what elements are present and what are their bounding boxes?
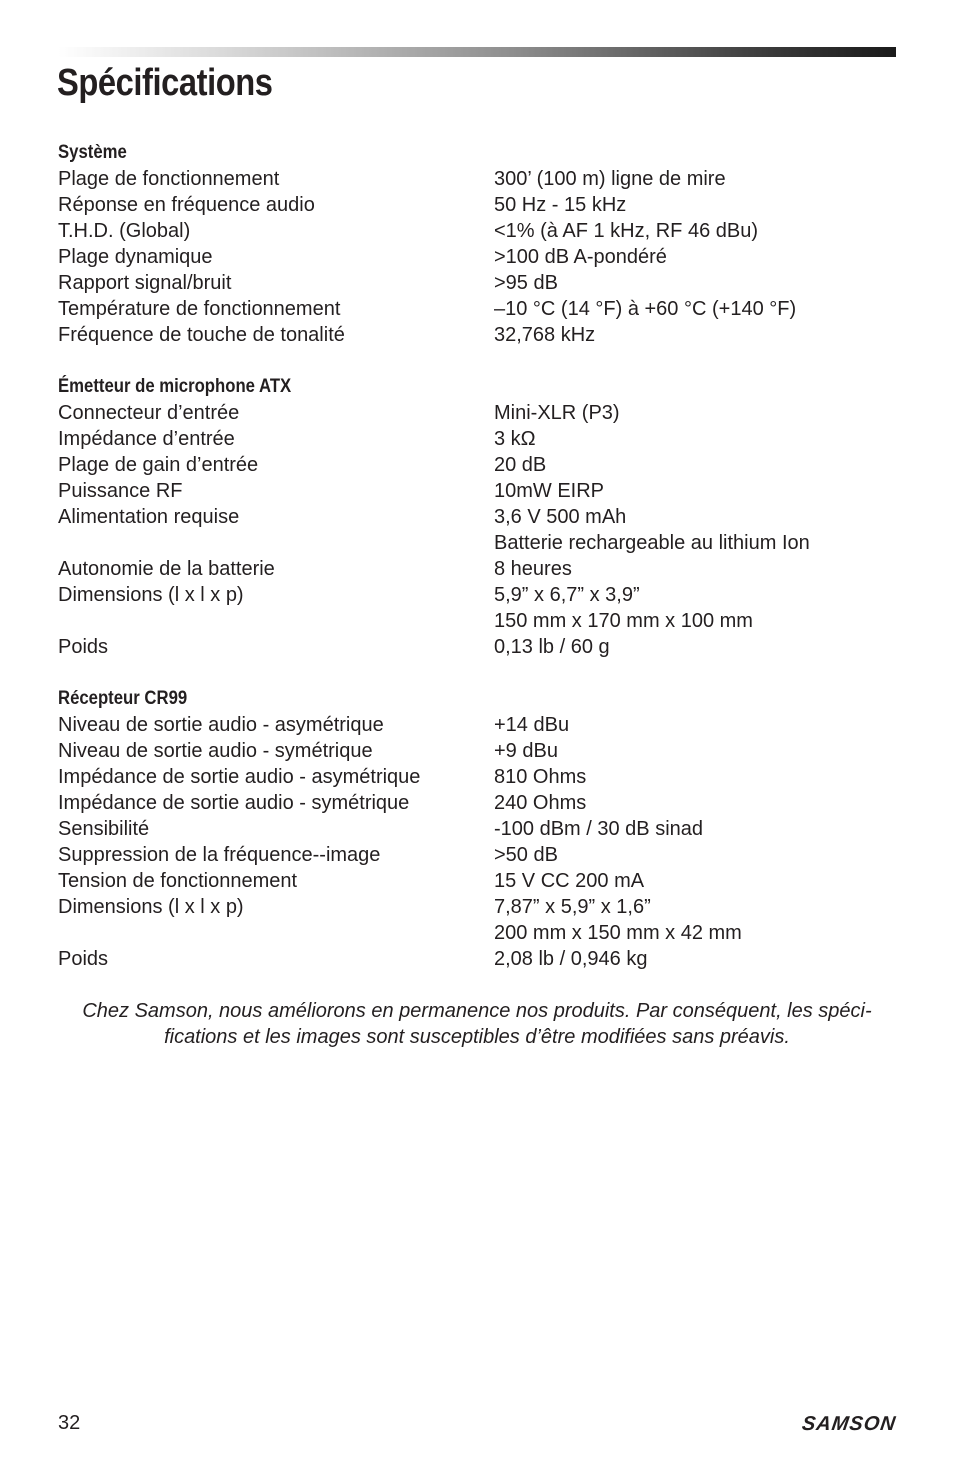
- spec-label: Poids: [58, 948, 109, 970]
- spec-values: [494, 192, 898, 218]
- spec-row: [58, 894, 898, 946]
- spec-label: Alimentation requise: [58, 506, 240, 528]
- spec-value: 32,768 kHz: [494, 324, 596, 346]
- spec-row: [58, 166, 898, 192]
- spec-value: 10mW EIRP: [494, 480, 605, 502]
- spec-label: Réponse en fréquence audio: [58, 194, 315, 216]
- spec-values: [494, 426, 898, 452]
- spec-label: Plage dynamique: [58, 246, 213, 268]
- spec-values: [494, 712, 898, 738]
- spec-value: Batterie rechargeable au lithium Ion: [494, 532, 810, 554]
- spec-value: 7,87” x 5,9” x 1,6”: [494, 896, 651, 918]
- spec-values: [494, 296, 898, 322]
- spec-value: 8 heures: [494, 558, 572, 580]
- spec-values: [494, 764, 898, 790]
- spec-label: Impédance d’entrée: [58, 428, 235, 450]
- spec-value: 15 V CC 200 mA: [494, 870, 645, 892]
- brand-name: SAMSON: [800, 1413, 898, 1435]
- spec-value: 150 mm x 170 mm x 100 mm: [494, 610, 753, 632]
- spec-value: 810 Ohms: [494, 766, 587, 788]
- spec-value: –10 °C (14 °F) à +60 °C (+140 °F): [494, 298, 797, 320]
- spec-label: Puissance RF: [58, 480, 183, 502]
- disclaimer-line: fications et les images sont susceptibles d’être modifiées sans préavis.: [164, 1026, 790, 1048]
- spec-label: Autonomie de la batterie: [58, 558, 275, 580]
- samson-logo: [801, 1413, 898, 1436]
- spec-values: [494, 790, 898, 816]
- spec-values: [494, 244, 898, 270]
- spec-value: 240 Ohms: [494, 792, 587, 814]
- spec-values: [494, 478, 898, 504]
- spec-value: >100 dB A-pondéré: [494, 246, 667, 268]
- spec-row: [58, 634, 898, 660]
- spec-value: <1% (à AF 1 kHz, RF 46 dBu): [494, 220, 758, 242]
- spec-label: Dimensions (l x l x p): [58, 584, 244, 606]
- header-gradient-bar: [58, 47, 896, 57]
- spec-value: 5,9” x 6,7” x 3,9”: [494, 584, 640, 606]
- spec-value: 300’ (100 m) ligne de mire: [494, 168, 726, 190]
- spec-row: [58, 322, 898, 348]
- spec-row: [58, 556, 898, 582]
- spec-value: >50 dB: [494, 844, 558, 866]
- spec-row: [58, 218, 898, 244]
- spec-row: [58, 816, 898, 842]
- spec-values: [494, 842, 898, 868]
- spec-row: [58, 296, 898, 322]
- spec-values: [494, 738, 898, 764]
- spec-section: [58, 140, 898, 348]
- spec-section: [58, 686, 898, 972]
- spec-row: [58, 790, 898, 816]
- spec-row: [58, 582, 898, 634]
- spec-row: [58, 426, 898, 452]
- spec-row: [58, 504, 898, 556]
- spec-label: Plage de gain d’entrée: [58, 454, 259, 476]
- spec-values: [494, 894, 898, 946]
- spec-value: 2,08 lb / 0,946 kg: [494, 948, 648, 970]
- spec-row: [58, 868, 898, 894]
- specifications-list: [58, 140, 898, 998]
- spec-values: [494, 504, 898, 556]
- spec-value: 20 dB: [494, 454, 547, 476]
- page-number: 32: [58, 1412, 81, 1434]
- spec-row: [58, 452, 898, 478]
- disclaimer-line: Chez Samson, nous améliorons en permanence nos produits. Par conséquent, les spéci-: [82, 1000, 872, 1022]
- spec-label: Tension de fonctionnement: [58, 870, 298, 892]
- spec-label: Suppression de la fréquence--image: [58, 844, 381, 866]
- spec-label: Niveau de sortie audio - asymétrique: [58, 714, 384, 736]
- spec-value: 3 kΩ: [494, 428, 536, 450]
- spec-value: Mini-XLR (P3): [494, 402, 620, 424]
- spec-values: [494, 400, 898, 426]
- spec-row: [58, 192, 898, 218]
- spec-label: Température de fonctionnement: [58, 298, 341, 320]
- spec-values: [494, 634, 898, 660]
- spec-label: Plage de fonctionnement: [58, 168, 280, 190]
- spec-label: T.H.D. (Global): [58, 220, 191, 242]
- spec-label: Niveau de sortie audio - symétrique: [58, 740, 373, 762]
- spec-values: [494, 582, 898, 634]
- spec-row: [58, 738, 898, 764]
- disclaimer-note: [58, 998, 896, 1050]
- spec-value: >95 dB: [494, 272, 558, 294]
- spec-values: [494, 218, 898, 244]
- spec-value: +14 dBu: [494, 714, 570, 736]
- spec-label: Impédance de sortie audio - symétrique: [58, 792, 410, 814]
- spec-row: [58, 842, 898, 868]
- section-heading: Émetteur de microphone ATX: [58, 376, 292, 397]
- spec-label: Fréquence de touche de tonalité: [58, 324, 345, 346]
- spec-row: [58, 478, 898, 504]
- spec-label: Sensibilité: [58, 818, 150, 840]
- spec-row: [58, 244, 898, 270]
- spec-section: [58, 374, 898, 660]
- spec-values: [494, 868, 898, 894]
- section-heading: Récepteur CR99: [58, 688, 188, 709]
- spec-row: [58, 712, 898, 738]
- spec-value: -100 dBm / 30 dB sinad: [494, 818, 704, 840]
- spec-value: 50 Hz - 15 kHz: [494, 194, 627, 216]
- spec-label: Impédance de sortie audio - asymétrique: [58, 766, 421, 788]
- spec-values: [494, 946, 898, 972]
- page-title: Spécifications: [57, 62, 273, 104]
- spec-values: [494, 452, 898, 478]
- spec-row: [58, 764, 898, 790]
- spec-value: 3,6 V 500 mAh: [494, 506, 627, 528]
- spec-value: 200 mm x 150 mm x 42 mm: [494, 922, 742, 944]
- spec-values: [494, 556, 898, 582]
- spec-label: Rapport signal/bruit: [58, 272, 232, 294]
- spec-row: [58, 400, 898, 426]
- spec-label: Poids: [58, 636, 109, 658]
- spec-values: [494, 270, 898, 296]
- spec-row: [58, 270, 898, 296]
- spec-row: [58, 946, 898, 972]
- spec-label: Dimensions (l x l x p): [58, 896, 244, 918]
- spec-values: [494, 322, 898, 348]
- section-heading: Système: [58, 142, 127, 163]
- spec-value: 0,13 lb / 60 g: [494, 636, 610, 658]
- spec-value: +9 dBu: [494, 740, 558, 762]
- spec-values: [494, 166, 898, 192]
- spec-values: [494, 816, 898, 842]
- spec-label: Connecteur d’entrée: [58, 402, 240, 424]
